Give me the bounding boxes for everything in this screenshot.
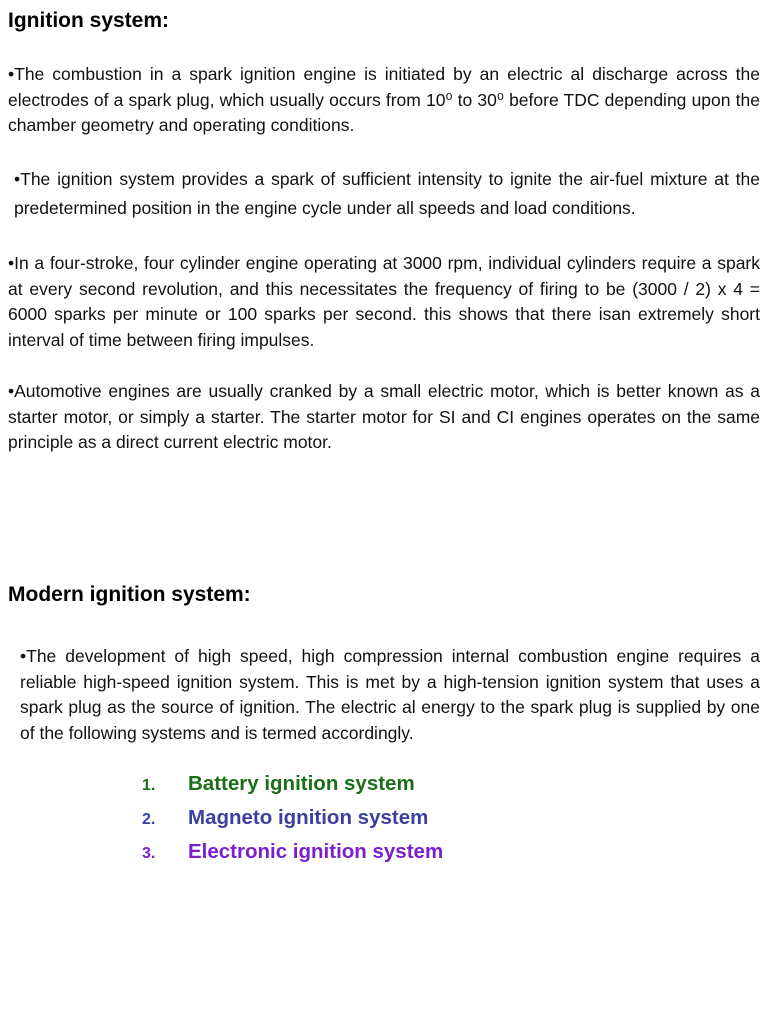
ignition-types-list bbox=[142, 772, 443, 874]
ignition-paragraph-1: •The combustion in a spark ignition engine is initiated by an electric al discharge across the electrodes of a spark plug, which usually occurs from 10⁰ to 30⁰ before TDC depending upon the chamber geometry and operating conditions. bbox=[8, 64, 760, 135]
list-number: 2. bbox=[142, 811, 156, 828]
list-label: Magneto ignition system bbox=[188, 806, 429, 829]
ignition-type-item bbox=[142, 772, 443, 806]
modern-ignition-paragraph: •The development of high speed, high compression internal combustion engine requires a reliable high-speed ignition system. This is met by a high-tension ignition system that uses a spark plug as the source of ignition. The electric al energy to the spark plug is supplied by one of the following systems and is termed accordingly. bbox=[20, 646, 760, 743]
list-label: Electronic ignition system bbox=[188, 840, 444, 863]
ignition-system-heading: Ignition system: bbox=[8, 9, 170, 32]
ignition-type-item bbox=[142, 806, 443, 840]
ignition-paragraph-3: •In a four-stroke, four cylinder engine operating at 3000 rpm, individual cylinders require a spark at every second revolution, and this necessitates the frequency of firing to be (3000 / 2) x 4 = 6000 sparks per minute or 100 sparks per second. this shows that there isan extremely short interval of time between firing impulses. bbox=[8, 253, 760, 350]
ignition-paragraph-4: •Automotive engines are usually cranked by a small electric motor, which is better known as a starter motor, or simply a starter. The starter motor for SI and CI engines operates on the same principle as a direct current electric motor. bbox=[8, 381, 760, 452]
modern-ignition-system-heading: Modern ignition system: bbox=[8, 583, 251, 606]
ignition-paragraph-2: •The ignition system provides a spark of sufficient intensity to ignite the air-fuel mixture at the predetermined position in the engine cycle under all speeds and load conditions. bbox=[14, 169, 760, 218]
list-number: 3. bbox=[142, 845, 156, 862]
list-label: Battery ignition system bbox=[188, 772, 415, 795]
ignition-type-item bbox=[142, 840, 443, 874]
list-number: 1. bbox=[142, 777, 156, 794]
